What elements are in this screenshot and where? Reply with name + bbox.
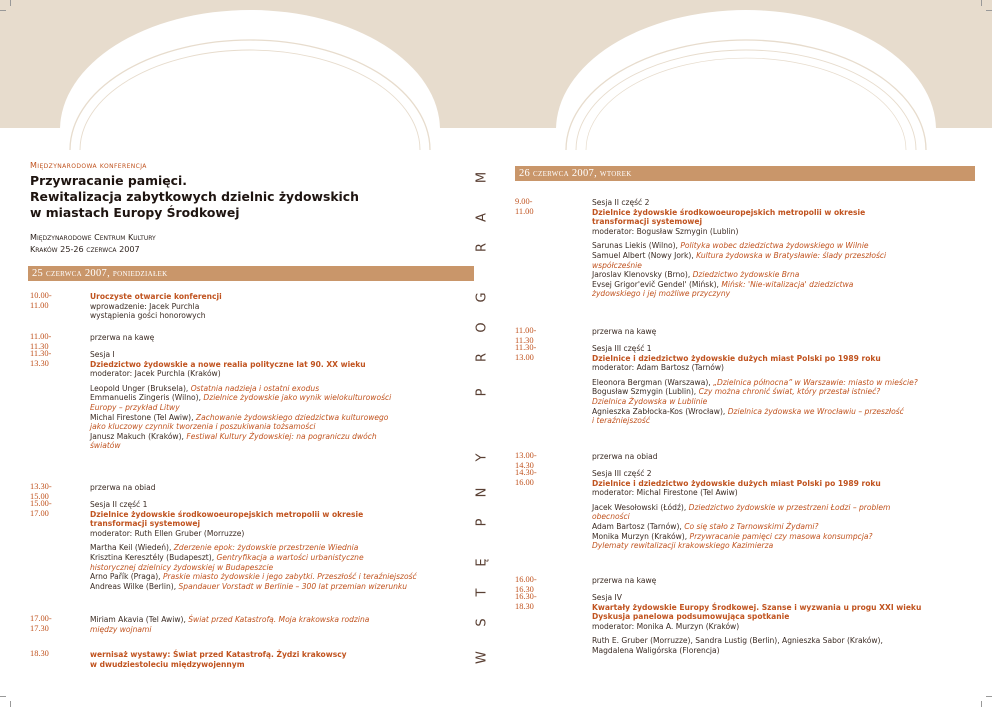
session-title: transformacji systemowej: [90, 519, 201, 529]
schedule-details: [592, 593, 921, 656]
detail-line: moderator: Michal Firestone (Tel Awiw): [592, 488, 738, 498]
talk-title-cont: obecności: [592, 512, 630, 522]
speaker-name: Krisztina Keresztély (Budapeszt),: [90, 552, 217, 562]
talk-title-cont: i teraźniejszość: [592, 416, 650, 426]
talk-title-cont: Dzielnica Żydowska w Lublinie: [592, 396, 708, 406]
talk-title: Zderzenie epok: żydowskie przestrzenie Wiednia: [173, 543, 359, 553]
schedule-details: [592, 452, 658, 462]
speaker-name: Michal Firestone (Tel Awiw),: [90, 412, 196, 422]
schedule-time: 10.00-11.00: [30, 291, 52, 310]
venue-name: Międzynarodowe Centrum Kultury: [30, 232, 156, 242]
detail-line: Sesja III część 2: [592, 469, 652, 478]
schedule-details: [90, 292, 222, 321]
vertical-title-letter: Y: [474, 453, 490, 462]
schedule-time: 11.30-13.00: [515, 343, 537, 362]
talk-title-cont: Dylematy rewitalizacji krakowskiego Kazimierza: [592, 541, 774, 551]
detail-line: przerwa na kawę: [592, 327, 657, 336]
detail-line: moderator: Bogusław Szmygin (Lublin): [592, 226, 739, 236]
title-line: Przywracanie pamięci.: [30, 173, 187, 188]
speaker-name: Sarunas Liekis (Wilno),: [592, 241, 681, 251]
vertical-title-letter: W: [474, 651, 490, 664]
title-line: Rewitalizacja zabytkowych dzielnic żydowskich: [30, 189, 359, 204]
talk-title: Dziedzictwo żydowskie Brna: [692, 270, 800, 280]
talk-title: Dzielnice żydowskie jako wynik wielokulturowości: [203, 393, 392, 403]
schedule-details: [90, 615, 369, 634]
talk-title: Praskie miasto żydowskie i jego zabytki. Przeszłość i teraźniejszość: [163, 572, 417, 582]
speaker-line: [90, 393, 391, 403]
schedule-details: [592, 198, 886, 299]
detail-line: wystąpienia gości honorowych: [90, 311, 206, 321]
talk-title: Ostatnia nadzieja i ostatni exodus: [190, 383, 320, 393]
detail-line: Sesja I: [90, 350, 115, 359]
vertical-title-letter: R: [474, 242, 490, 253]
session-title: w dwudziestoleciu międzywojennym: [90, 659, 245, 669]
conference-title: [30, 173, 410, 221]
speaker-name: Arno Pařík (Praga),: [90, 572, 163, 582]
detail-line: Magdalena Waligórska (Florencja): [592, 645, 720, 655]
speaker-line: [592, 241, 886, 251]
day-header-2: [515, 166, 975, 181]
talk-title-cont: Europy – przykład Litwy: [90, 402, 180, 412]
vertical-title-letter: O: [474, 322, 490, 333]
day-header-1: [28, 266, 474, 281]
vertical-title-letter: S: [474, 618, 490, 627]
vertical-title-letter: M: [474, 171, 490, 184]
speaker-name: Andreas Wilke (Berlin),: [90, 581, 179, 591]
speaker-line: [90, 582, 417, 592]
detail-line: Sesja IV: [592, 593, 622, 602]
detail-line: moderator: Ruth Ellen Gruber (Morruzze): [90, 528, 245, 538]
schedule-time: 17.00-17.30: [30, 614, 52, 633]
speaker-line: [90, 615, 369, 625]
schedule-time: 11.30-13.30: [30, 349, 52, 368]
talk-title-cont: współcześnie: [592, 260, 642, 270]
day-label: 25 czerwca 2007, poniedziałek: [32, 268, 168, 279]
detail-line: przerwa na kawę: [592, 576, 657, 585]
schedule-time: 9.00-11.00: [515, 197, 534, 216]
talk-title: Spandauer Vorstadt w Berlinie – 300 lat przemian wizerunku: [178, 581, 408, 591]
speaker-name: Samuel Albert (Nowy Jork),: [592, 250, 697, 260]
speaker-name: Monika Murzyn (Kraków),: [592, 531, 690, 541]
speaker-name: Emmanuelis Zingeris (Wilno),: [90, 393, 204, 403]
schedule-details: [90, 483, 156, 493]
detail-line: wprowadzenie: Jacek Purchla: [90, 301, 200, 311]
session-title: Uroczyste otwarcie konferencji: [90, 292, 222, 301]
speaker-name: Bogusław Szmygin (Lublin),: [592, 387, 699, 397]
detail-line: Sesja II część 1: [90, 500, 148, 509]
talk-title: Dziedzictwo żydowskie w przestrzeni Łodzi – problem: [688, 502, 891, 512]
speaker-line: [592, 378, 918, 388]
session-title: Dzielnice i dziedzictwo żydowskie dużych miast Polski po 1989 roku: [592, 478, 881, 488]
vertical-title-letter: R: [474, 352, 490, 363]
right-page: [496, 0, 992, 707]
speaker-line: [90, 413, 391, 423]
talk-title: Przywracanie pamięci czy masowa konsumpcja?: [689, 531, 873, 541]
talk-title: Festiwal Kultury Żydowskiej: na pograniczu dwóch: [186, 431, 377, 441]
vertical-title-letter: N: [474, 487, 490, 498]
schedule-details: [90, 333, 154, 343]
session-title: wernisaż wystawy: Świat przed Katastrofą. Żydzi krakowscy: [90, 650, 347, 659]
speaker-line: [90, 384, 391, 394]
schedule-time: 13.00-14.30: [515, 451, 537, 470]
talk-title: „Dzielnica północna” w Warszawie: miasto w mieście?: [713, 377, 918, 387]
detail-line: moderator: Monika A. Murzyn (Kraków): [592, 621, 740, 631]
talk-title: Zachowanie żydowskiego dziedzictwa kulturowego: [195, 412, 389, 422]
session-title: transformacji systemowej: [592, 217, 703, 227]
schedule-time: 18.30: [30, 649, 49, 658]
schedule-time: 16.30-18.30: [515, 592, 537, 611]
schedule-details: [90, 350, 391, 451]
speaker-line: [90, 553, 417, 563]
detail-line: Sesja II część 2: [592, 198, 650, 207]
schedule-time: 14.30-16.00: [515, 468, 537, 487]
speaker-line: [592, 503, 890, 513]
talk-title: Świat przed Katastrofą. Moja krakowska rodzina: [188, 615, 370, 624]
speaker-line: [592, 522, 890, 532]
speaker-line: [592, 280, 886, 290]
speaker-name: Miriam Akavia (Tel Awiw),: [90, 615, 189, 624]
talk-title-cont: historycznej dzielnicy żydowskiej w Budapeszcie: [90, 562, 274, 572]
speaker-name: Janusz Makuch (Kraków),: [90, 431, 187, 441]
talk-title-cont: jako kluczowy czynnik tworzenia i poszukiwania tożsamości: [90, 422, 316, 432]
talk-title: Kultura żydowska w Bratysławie: ślady przeszłości: [696, 250, 887, 260]
vertical-title-letter: G: [474, 292, 490, 303]
schedule-details: [90, 650, 347, 669]
session-title: Dzielnice i dziedzictwo żydowskie dużych miast Polski po 1989 roku: [592, 353, 881, 363]
title-line: w miastach Europy Środkowej: [30, 205, 240, 220]
talk-title: Mińsk: 'Nie-witalizacja' dziedzictwa: [721, 279, 854, 289]
day-label: 26 czerwca 2007, wtorek: [519, 168, 632, 179]
schedule-details: [90, 500, 417, 591]
vertical-program-title: [470, 158, 494, 678]
speaker-name: Jaroslav Klenovsky (Brno),: [592, 270, 693, 280]
speaker-line: [90, 543, 417, 553]
talk-title: Dzielnica żydowska we Wrocławiu – przeszłość: [727, 406, 904, 416]
schedule-details: [592, 469, 890, 551]
speaker-name: Leopold Unger (Bruksela),: [90, 383, 191, 393]
schedule-details: [592, 344, 918, 426]
detail-line: przerwa na obiad: [90, 483, 156, 492]
speaker-line: [592, 532, 890, 542]
schedule-time: 11.00-11.30: [515, 326, 537, 345]
speaker-name: Eleonora Bergman (Warszawa),: [592, 377, 714, 387]
session-title: Kwartały żydowskie Europy Środkowej. Szanse i wyzwania u progu XXI wieku: [592, 602, 922, 612]
talk-title: Co się stało z Tarnowskimi Żydami?: [684, 521, 819, 531]
schedule-details: [592, 327, 656, 337]
speaker-name: Agnieszka Zabłocka-Kos (Wrocław),: [592, 406, 728, 416]
talk-title: Polityka wobec dziedzictwa żydowskiego w Wilnie: [680, 241, 869, 251]
detail-line: przerwa na kawę: [90, 333, 155, 342]
speaker-name: Martha Keil (Wiedeń),: [90, 543, 174, 553]
schedule-time: 11.00-11.30: [30, 332, 52, 351]
vertical-title-letter: A: [474, 213, 490, 222]
speaker-name: Evsej Grigor'evič Gendel' (Mińsk),: [592, 279, 722, 289]
talk-title-cont: światów: [90, 441, 121, 451]
speaker-line: [592, 270, 886, 280]
talk-title-cont: żydowskiego i jej możliwe przyczyny: [592, 289, 731, 299]
vertical-title-letter: T: [474, 588, 490, 597]
vertical-title-letter: P: [474, 388, 490, 397]
vertical-title-letter: Ę: [474, 558, 490, 567]
venue-dates: Kraków 25-26 czerwca 2007: [30, 244, 140, 254]
detail-line: Ruth E. Gruber (Morruzze), Sandra Lustig (Berlin), Agnieszka Sabor (Kraków),: [592, 636, 883, 646]
talk-title: Gentryfikacja a wartości urbanistyczne: [216, 552, 364, 562]
speaker-name: Jacek Wesołowski (Łódź),: [592, 502, 689, 512]
session-title: Dziedzictwo żydowskie a nowe realia polityczne lat 90. XX wieku: [90, 359, 366, 369]
detail-line: przerwa na obiad: [592, 452, 658, 461]
talk-title: Czy można chronić świat, który przestał istnieć?: [698, 387, 881, 397]
detail-line: moderator: Jacek Purchla (Kraków): [90, 369, 221, 379]
vertical-title-letter: P: [474, 518, 490, 527]
speaker-line: [592, 387, 918, 397]
speaker-line: [90, 572, 417, 582]
venue-info: [30, 231, 156, 255]
schedule-details: [592, 576, 656, 586]
talk-title-cont: między wojnami: [90, 624, 152, 634]
speaker-name: Adam Bartosz (Tarnów),: [592, 521, 685, 531]
speaker-line: [592, 407, 918, 417]
detail-line: Sesja III część 1: [592, 344, 652, 353]
speaker-line: [90, 432, 391, 442]
schedule-time: 15.00-17.00: [30, 499, 52, 518]
session-title: Dyskusja panelowa podsumowująca spotkanie: [592, 612, 790, 622]
detail-line: moderator: Adam Bartosz (Tarnów): [592, 363, 725, 373]
schedule-time: 16.00-16.30: [515, 575, 537, 594]
schedule-time: 13.30-15.00: [30, 482, 52, 501]
conference-kicker: Międzynarodowa konferencja: [30, 161, 147, 170]
session-title: Dzielnice żydowskie środkowoeuropejskich metropolii w okresie: [90, 509, 364, 519]
speaker-line: [592, 251, 886, 261]
session-title: Dzielnice żydowskie środkowoeuropejskich metropolii w okresie: [592, 207, 866, 217]
